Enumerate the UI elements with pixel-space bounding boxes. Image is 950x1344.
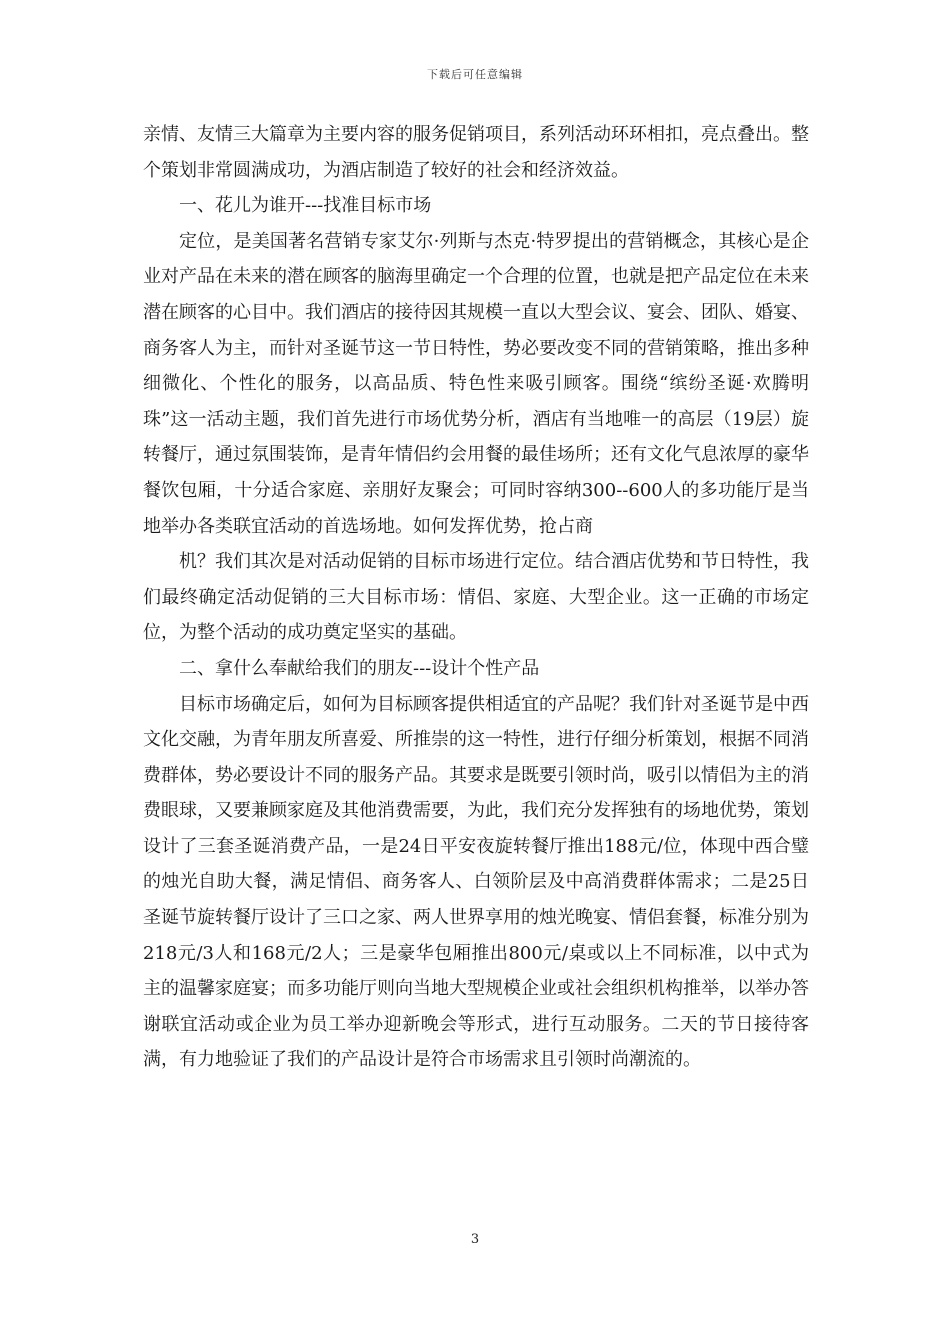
section-heading-2: 二、拿什么奉献给我们的朋友---设计个性产品	[179, 657, 540, 679]
document-body	[143, 117, 809, 1078]
page-number: 3	[470, 1232, 480, 1247]
paragraph-product-design: 目标市场确定后，如何为目标顾客提供相适宜的产品呢？我们针对圣诞节是中西文化交融，为青年朋友所喜爱、所推崇的这一特性，进行仔细分析策划，根据不同消费群体，势必要设计不同的服务产品。其要求是既要引领时尚，吸引以情侣为主的消费眼球，又要兼顾家庭及其他消费需要，为此，我们充分发挥独有的场地优势，策划设计了三套圣诞消费产品，一是24日平安夜旋转餐厅推出188元/位，体现中西合璧的烛光自助大餐，满足情侣、商务客人、白领阶层及中高消费群体需求；二是25日圣诞节旋转餐厅设计了三口之家、两人世界享用的烛光晚宴、情侣套餐，标准分别为218元/3人和168元/2人；三是豪华包厢推出800元/桌或以上不同标准，以中式为主的温馨家庭宴；而多功能厅则向当地大型规模企业或社会组织机构推举，以举办答谢联宜活动或企业为员工举办迎新晚会等形式，进行互动服务。二天的节日接待客满，有力地验证了我们的产品设计是符合市场需求且引领时尚潮流的。	[143, 693, 809, 1071]
section-heading-1: 一、花儿为谁开---找准目标市场	[179, 195, 432, 217]
paragraph-target-market: 机？我们其次是对活动促销的目标市场进行定位。结合酒店优势和节日特性，我们最终确定活动促销的三大目标市场：情侣、家庭、大型企业。这一正确的市场定位，为整个活动的成功奠定坚实的基础。	[143, 551, 809, 644]
page-header: 下载后可任意编辑	[427, 68, 523, 81]
paragraph-continuation: 亲情、友情三大篇章为主要内容的服务促销项目，系列活动环环相扣，亮点叠出。整个策划非常圆满成功，为酒店制造了较好的社会和经济效益。	[143, 124, 809, 181]
paragraph-positioning: 定位，是美国著名营销专家艾尔·列斯与杰克·特罗提出的营销概念，其核心是企业对产品在未来的潜在顾客的脑海里确定一个合理的位置，也就是把产品定位在未来潜在顾客的心目中。我们酒店的接待因其规模一直以大型会议、宴会、团队、婚宴、商务客人为主，而针对圣诞节这一节日特性，势必要改变不同的营销策略，推出多种细微化、个性化的服务，以高品质、特色性来吸引顾客。围绕“缤纷圣诞·欢腾明珠”这一活动主题，我们首先进行市场优势分析，酒店有当地唯一的高层（19层）旋转餐厅，通过氛围装饰，是青年情侣约会用餐的最佳场所；还有文化气息浓厚的豪华餐饮包厢，十分适合家庭、亲朋好友聚会；可同时容纳300--600人的多功能厅是当地举办各类联宜活动的首选场地。如何发挥优势，抢占商	[143, 230, 809, 537]
